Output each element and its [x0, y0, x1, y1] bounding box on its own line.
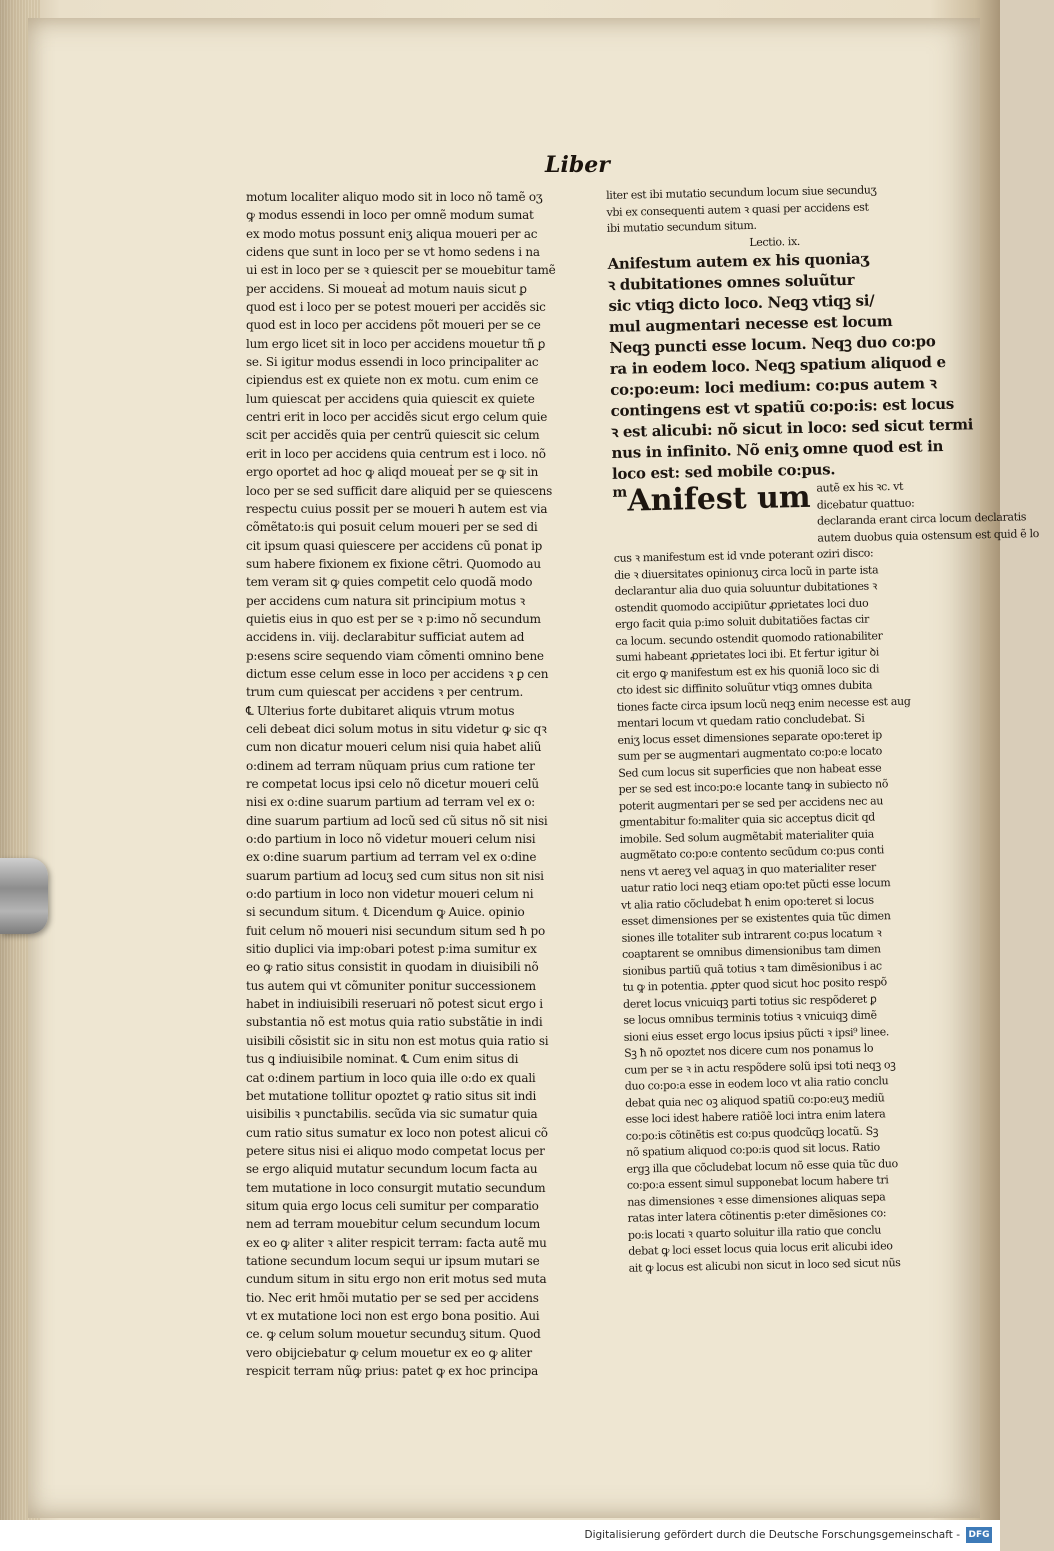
left-column-line: sitio duplici via imp:obari potest p:ima sumitur ex [246, 942, 537, 957]
left-column-line: cõmẽtato:is qui posuit celum moueri per se sed di [246, 520, 538, 535]
commentary-line: ait ꝙ locus est alicubi non sicut in loco sed sicut nũs [628, 1255, 901, 1275]
left-column-line: uisibilis ꝛ punctabilis. secũda via sic sumatur quia [246, 1107, 538, 1122]
left-column-line: o:do partium in loco nõ videtur moueri celum nisi [246, 832, 536, 847]
commentary-head-line: autem duobus quia ostensum est quid ẽ lo [817, 526, 1040, 545]
left-column-line: lum quiescat per accidens quia quiescit ex quiete [246, 391, 535, 406]
aristotle-text-line: sic vtiqꝫ dicto loco. Neqꝫ vtiqꝫ si/ [608, 291, 875, 315]
left-column-line: cat o:dinem partium in loco quia ille o:do ex quali [246, 1070, 536, 1085]
left-column-line: accidens in. viij. declarabitur sufficiat autem ad [246, 630, 525, 645]
left-column-line: tio. Nec erit hmõi mutatio per se sed per accidens [246, 1290, 539, 1305]
commentary-head-line: dicebatur quattuo: [816, 496, 915, 512]
commentary-head [816, 476, 1039, 547]
commentary-line: sumi habeant ꝓprietates loci ibi. Et fertur igitur ꝺi [615, 645, 880, 664]
commentary-line: nens vt aereʒ vel aquaʒ in quo materialiter reser [620, 860, 876, 879]
left-column-line: vt ex mutatione loci non est ergo bona positio. Aui [246, 1308, 540, 1323]
aristotle-text-line: mul augmentari necesse est locum [608, 312, 893, 336]
commentary-line: se locus omnibus terminis totius ꝛ vnicuiqꝫ dimẽ [623, 1008, 877, 1027]
commentary-line: co:po:a essent simul supponebat locum habere tri [626, 1173, 889, 1192]
left-column-line: se. Si igitur modus essendi in loco principaliter ac [246, 355, 539, 370]
left-column-line: ergo oportet ad hoc ꝙ aliqd moueaṫ per se ꝙ sit in [246, 465, 539, 480]
left-column-line: ce. ꝙ celum solum mouetur secunduʒ situm. Quod [246, 1327, 541, 1342]
left-column-line: suarum partium ad locuʒ sed cum situs non sit nisi [246, 868, 544, 883]
commentary-line: eniʒ locus esset dimensiones separate opo:teret ip [617, 727, 882, 747]
aristotle-text-line: Neqꝫ puncti esse locum. Neqꝫ duo co:po [609, 332, 936, 357]
left-column-line: ℄ Ulterius forte dubitaret aliquis vtrum motus [246, 703, 515, 718]
commentary-line: deret locus vnicuiqꝫ parti totius sic respõderet ꝑ [622, 992, 877, 1011]
left-column-line: tem veram sit ꝙ quies competit celo quodã modo [246, 575, 533, 590]
commentary-line: siones ille totaliter sub intrarent co:pus locatum ꝛ [621, 925, 882, 945]
left-column-line: ui est in loco per se ꝛ quiescit per se mouebitur tamẽ [246, 263, 556, 278]
book-clasp [0, 858, 48, 934]
commentary-line: co:po:is cõtinẽtis est co:pus quodcũqꝫ locatũ. Sꝫ [625, 1124, 879, 1143]
left-column-line: motum localiter aliquo modo sit in loco nõ tamẽ oʒ [246, 190, 543, 204]
right-intro-line: vbi ex consequenti autem ꝛ quasi per accidens est [606, 200, 869, 219]
commentary-line: imobile. Sed solum augmẽtabiṫ materialiter quia [619, 827, 875, 846]
left-column-line: si secundum situm. ℄ Dicendum ꝙ Auice. opinio [246, 905, 525, 920]
initial-letter-guide: m [612, 484, 628, 501]
aristotle-text-line: nus in infinito. Nõ eniʒ omne quod est in [611, 436, 944, 462]
commentary-line: po:is locati ꝛ quarto soluitur illa ratio que conclu [627, 1222, 882, 1242]
left-column-line: per accidens. Si moueaṫ ad motum nauis sicut ꝑ [246, 281, 527, 296]
left-column-line: cit ipsum quasi quiescere per accidens cũ ponat ip [246, 538, 543, 553]
commentary-line: cus ꝛ manifestum est id vnde poterant oziri disco: [613, 546, 874, 565]
left-column-line: tem mutatione in loco consurgit mutatio secundum [246, 1180, 546, 1195]
left-column-line: situm quia ergo locus celi sumitur per comparatio [246, 1198, 539, 1213]
commentary-line: tiones facte circa ipsum locũ neqꝫ enim necesse est aug [616, 694, 911, 714]
commentary-line: ergo facit quia p:imo soluit dubitatiões factas cir [615, 612, 870, 631]
aristotle-text-line: co:po:eum: loci medium: co:pus autem ꝛ [610, 374, 937, 399]
commentary-line: per se sed est inco:po:e locante tanꝙ in subiecto nõ [618, 777, 889, 796]
left-column-line: celi debeat dici solum motus in situ videtur ꝙ sic qꝛ [246, 721, 547, 736]
commentary-head-line: declaranda erant circa locum declaratis [816, 510, 1027, 528]
left-column-line: ꝙ modus essendi in loco per omnẽ modum sumat [246, 208, 534, 223]
left-column-line: cundum situm in situ ergo non erit motus sed muta [246, 1272, 547, 1287]
left-column-line: o:do partium in loco non videtur moueri celum ni [246, 887, 534, 902]
right-intro-block [606, 181, 942, 238]
commentary-line: cum per se ꝛ in actu respõdere solũ ipsi toti neqꝫ oꝫ [624, 1057, 896, 1077]
footer-bar [0, 1520, 1000, 1551]
commentary-line: esse loci idest habere ratiõẽ loci intra enim latera [625, 1107, 886, 1126]
right-text-column [606, 181, 1040, 1277]
right-intro-line: ibi mutatio secundum situm. [606, 218, 757, 235]
aristotle-text-line: ꝛ est alicubi: nõ sicut in loco: sed sicut termi [610, 415, 974, 441]
left-column-line: habet in indiuisibili reseruari nõ potest sicut ergo i [246, 997, 543, 1012]
commentary-line: vt alia ratio cõcludebat ħ enim opo:teret si locus [620, 893, 874, 912]
aristotle-text-line: ra in eodem loco. Neqꝫ spatium aliquod e [609, 352, 946, 378]
commentary-line: ergꝫ illa que cõcludebat locum nõ esse quia tũc duo [626, 1156, 898, 1176]
commentary-line: esset dimensiones per se existentes quia tũc dimen [621, 909, 891, 928]
commentary-line: duo co:po:a esse in eodem loco vt alia ratio conclu [624, 1074, 889, 1093]
commentary-text [614, 544, 964, 1277]
commentary-line: Sed cum locus sit superficies que non habeat esse [618, 760, 882, 780]
left-column-line: cum ratio situs sumatur ex loco non potest alicui cõ [246, 1125, 548, 1140]
left-column-line: tatione secundum locum sequi ur ipsum mutari se [246, 1253, 540, 1268]
lectio-heading: Lectio. ix. [749, 234, 801, 249]
commentary-line: coaptarent se omnibus dimensionibus tam dimen [621, 942, 881, 961]
left-column-line: centri erit in loco per accidẽs sicut ergo celum quie [246, 410, 548, 425]
left-column-line: per accidens cum natura sit principium motus ꝛ [246, 593, 525, 608]
aristotle-text-line: contingens est vt spatiũ co:po:is: est locus [610, 394, 955, 420]
left-column-line: petere situs nisi ei aliquo modo competat locus per [246, 1143, 545, 1158]
commentary-line: augmẽtato co:po:e contento secũdum co:pus conti [619, 843, 885, 862]
left-column-line: erit in loco per accidens quia centrum est i loco. nõ [246, 446, 546, 461]
left-column-line: o:dinem ad terram nũquam prius cum ratione ter [246, 758, 535, 773]
left-column-line: cidens que sunt in loco per se vt homo sedens i na [246, 245, 540, 260]
commentary-line: declarantur alia duo quia soluuntur dubitationes ꝛ [614, 579, 878, 598]
commentary-start [612, 478, 1040, 551]
running-head: Liber [545, 152, 610, 178]
left-column-line: nisi ex o:dine suarum partium ad terram vel ex o: [246, 795, 535, 810]
left-column-line: ex o:dine suarum partium ad terram vel ex o:dine [246, 850, 537, 865]
left-column-line: se ergo aliquid mutatur secundum locum facta au [246, 1162, 538, 1177]
left-column-line: lum ergo licet sit in loco per accidens mouetur tñ ꝑ [246, 336, 546, 351]
left-column-line: respectu cuius possit per se moueri ħ autem est via [246, 501, 548, 516]
left-column-line: dine suarum partium ad locũ sed cũ situs nõ sit nisi [246, 813, 548, 828]
left-column-line: nem ad terram mouebitur celum secundum locum [246, 1217, 540, 1232]
commentary-line: tu ꝙ in potentia. ꝓpter quod sicut hoc posito respõ [622, 975, 888, 994]
aristotle-text-block [607, 247, 974, 485]
commentary-line: gmentabitur fo:maliter quia sic acceptus dicit qd [619, 810, 876, 829]
left-column-line: uisibili cõsistit sic in situ non est motus quia ratio si [246, 1033, 549, 1048]
commentary-line: ca locum. secundo ostendit quomodo rationabiliter [615, 628, 883, 648]
commentary-line: sionibus partiũ quã totius ꝛ tam dimẽsionibus i ac [622, 958, 882, 978]
commentary-line: ostendit quomodo accipiũtur ꝓprietates loci duo [614, 596, 869, 615]
left-column-line: ex eo ꝙ aliter ꝛ aliter respicit terram: facta autẽ mu [246, 1235, 547, 1250]
dfg-logo: DFG [966, 1527, 992, 1543]
left-column-line: fuit celum nõ moueri nisi secundum situm sed ħ po [246, 923, 545, 938]
commentary-line: cto idest sic diffinito soluũtur vtiqꝫ omnes dubita [616, 678, 873, 697]
commentary-line: debat quia nec oꝫ aliquod spatiũ co:po:euʒ mediũ [625, 1090, 885, 1110]
aristotle-text-line: Anifestum autem ex his quoniaʒ [607, 249, 869, 273]
commentary-head-line: autẽ ex his ꝛc. vt [816, 479, 904, 495]
left-column-line: substantia nõ est motus quia ratio substãtie in indi [246, 1015, 543, 1030]
left-column-line: quietis eius in quo est per se ꝛ p:imo nõ secundum [246, 611, 541, 626]
left-column-line: scit per accidẽs quia per centrũ quiescit sic celum [246, 428, 540, 443]
left-text-column [246, 188, 598, 1380]
funding-credit: Digitalisierung gefördert durch die Deutsche Forschungsgemeinschaft - [584, 1529, 960, 1541]
left-column-line: tus autem qui vt cõmuniter ponitur successionem [246, 978, 536, 993]
commentary-line: nas dimensiones ꝛ esse dimensiones aliquas sepa [627, 1189, 886, 1209]
aristotle-text-line: loco est: sed mobile co:pus. [611, 460, 836, 483]
commentary-line: poterit augmentari per se sed per accidens nec au [618, 793, 884, 813]
left-column-line: cipiendus est ex quiete non ex motu. cum enim ce [246, 373, 539, 388]
commentary-line: nõ spatium aliquod co:po:is quod sit locus. Ratio [626, 1140, 880, 1159]
commentary-line: sum per se augmentari augmentato co:po:e locato [617, 744, 883, 763]
right-intro-line: liter est ibi mutatio secundum locum siue secunduʒ [606, 183, 877, 202]
commentary-line: cit ergo ꝙ manifestum est ex his quoniã loco sic di [616, 661, 880, 681]
left-column-line: vero obijciebatur ꝙ celum mouetur ex eo ꝙ aliter [246, 1345, 532, 1360]
left-column-line: ex modo motus possunt eniʒ aliqua moueri per ac [246, 226, 538, 241]
left-column-line: eo ꝙ ratio situs consistit in quodam in diuisibili nõ [246, 960, 539, 975]
left-column-line: tus ꝗ indiuisibile nominat. ℄ Cum enim situs di [246, 1052, 519, 1067]
left-column-line: respicit terram nũꝙ prius: patet ꝙ ex hoc principa [246, 1364, 539, 1378]
left-column-line: quod est in loco per accidens põt moueri per se ce [246, 318, 541, 333]
left-column-line: trum cum quiescat per accidens ꝛ per centrum. [246, 685, 524, 700]
commentary-line: ratas inter latera cõtinentis p:eter dimẽsiones co: [627, 1206, 887, 1225]
big-initial-word: Anifest um [627, 479, 811, 519]
commentary-line: sioni eius esset ergo locus ipsius pũcti ꝛ ipsi⁹ linee. [623, 1024, 890, 1044]
commentary-line: Sꝫ ħ nõ opoztet nos dicere cum nos ponamus lo [623, 1041, 874, 1060]
commentary-line: debat ꝙ loci esset locus quia locus erit alicubi ideo [628, 1239, 893, 1258]
left-column-line: cum non dicatur moueri celum nisi quia habet aliũ [246, 740, 542, 755]
left-column-line: quod est i loco per se potest moueri per accidẽs sic [246, 300, 546, 315]
left-column-line: sum habere fixionem ex fixione cẽtri. Quomodo au [246, 556, 541, 571]
left-column-line: loco per se sed sufficit dare aliquid per se quiescens [246, 483, 552, 498]
commentary-line: die ꝛ diuersitates opinionuʒ circa locũ in parte ista [613, 562, 879, 582]
left-column-line: bet mutatione tollitur opoztet ꝙ ratio situs sit indi [246, 1088, 537, 1103]
commentary-line: mentari locum vt quedam ratio concludebat. Si [617, 711, 865, 730]
left-column-line: re competat locus ipsi celo nõ dicetur moueri celũ [246, 777, 539, 791]
left-column-line: dictum esse celum esse in loco per accidens ꝛ ꝑ cen [246, 666, 549, 681]
aristotle-text-line: ꝛ dubitationes omnes soluũtur [607, 270, 855, 294]
commentary-line: uatur ratio loci neqꝫ etiam opo:tet pũcti esse locum [620, 876, 891, 895]
left-column-line: p:esens scire sequendo viam cõmenti omnino bene [246, 648, 544, 663]
